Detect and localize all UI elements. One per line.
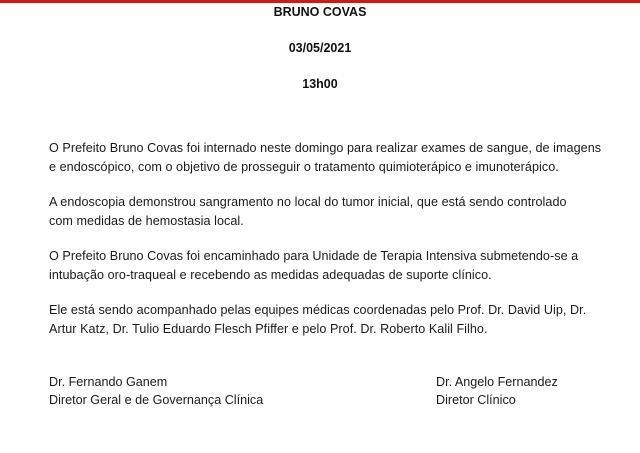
signatory-name: Dr. Fernando Ganem	[49, 375, 168, 389]
bulletin-date: 03/05/2021	[288, 41, 352, 55]
paragraph-line: Artur Katz, Dr. Tulio Eduardo Flesch Pfiffer e pelo Prof. Dr. Roberto Kalil Filho.	[49, 322, 488, 336]
paragraph-icu	[49, 247, 619, 285]
signature-right	[436, 373, 558, 409]
signature-left	[49, 373, 263, 409]
signatory-name: Dr. Angelo Fernandez	[436, 375, 558, 389]
paragraph-admission	[49, 139, 619, 177]
paragraph-line: O Prefeito Bruno Covas foi encaminhado para Unidade de Terapia Intensiva submetendo-se a	[49, 249, 579, 263]
paragraph-line: Ele está sendo acompanhado pelas equipes médicas coordenadas pelo Prof. Dr. David Uip, Dr.	[49, 303, 587, 317]
paragraph-medical-team	[49, 301, 619, 339]
top-accent-bar	[0, 0, 640, 3]
paragraph-line: O Prefeito Bruno Covas foi internado neste domingo para realizar exames de sangue, de imagens	[49, 141, 602, 155]
paragraph-line: A endoscopia demonstrou sangramento no local do tumor inicial, que está sendo controlado	[49, 195, 567, 209]
paragraph-line: com medidas de hemostasia local.	[49, 214, 244, 228]
signatory-title: Diretor Clínico	[436, 393, 516, 407]
signatory-title: Diretor Geral e de Governança Clínica	[49, 393, 264, 407]
paragraph-line: e endoscópico, com o objetivo de prosseguir o tratamento quimioterápico e imunoterápico.	[49, 160, 559, 174]
paragraph-line: intubação oro-traqueal e recebendo as medidas adequadas de suporte clínico.	[49, 268, 492, 282]
patient-name-heading: BRUNO COVAS	[273, 5, 367, 19]
bulletin-time: 13h00	[302, 77, 338, 91]
paragraph-endoscopy	[49, 193, 619, 231]
